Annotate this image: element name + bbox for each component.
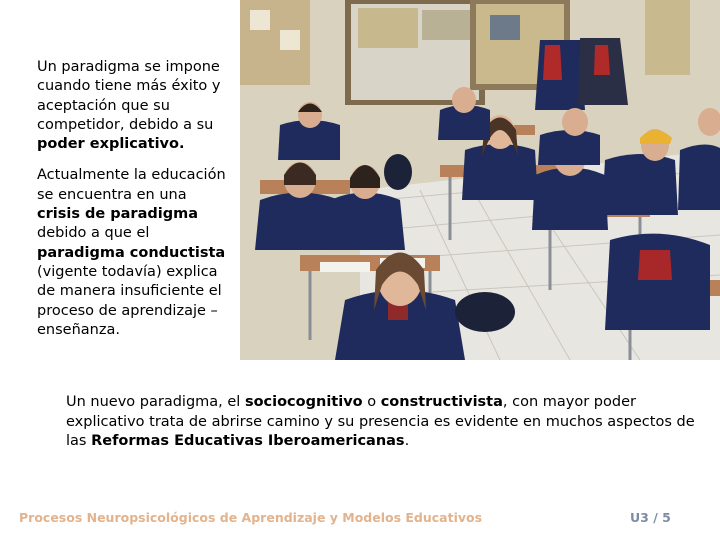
page-number: U3 / 5 bbox=[630, 510, 671, 525]
left-text-column bbox=[37, 58, 227, 352]
bold-phrase: Reformas Educativas Iberoamericanas bbox=[91, 433, 405, 449]
bold-phrase: constructivista bbox=[380, 394, 503, 410]
bold-phrase: sociocognitivo bbox=[244, 394, 363, 410]
bold-phrase: crisis de paradigma bbox=[37, 206, 198, 223]
paragraph-education-crisis: Actualmente la educación se encuentra en una crisis de paradigma debido a que el paradigma conductista (vigente todavía) explica de manera insuficiente el proceso de aprendizaje – enseñanza. bbox=[37, 167, 226, 338]
bottom-paragraph: Un nuevo paradigma, el sociocognitivo o constructivista, con mayor poder explicativo trata de abrirse camino y su presencia es evidente en muchos aspectos de las Reformas Educativas Iberoamericanas. bbox=[66, 394, 695, 449]
classroom-photo bbox=[240, 0, 720, 360]
footer-title: Procesos Neuropsicológicos de Aprendizaje y Modelos Educativos bbox=[19, 510, 483, 525]
bold-phrase: poder explicativo. bbox=[37, 136, 185, 153]
bold-phrase: paradigma conductista bbox=[37, 244, 226, 261]
paragraph-paradigm-definition: Un paradigma se impone cuando tiene más éxito y aceptación que su competidor, debido a su poder explicativo. bbox=[37, 59, 221, 153]
